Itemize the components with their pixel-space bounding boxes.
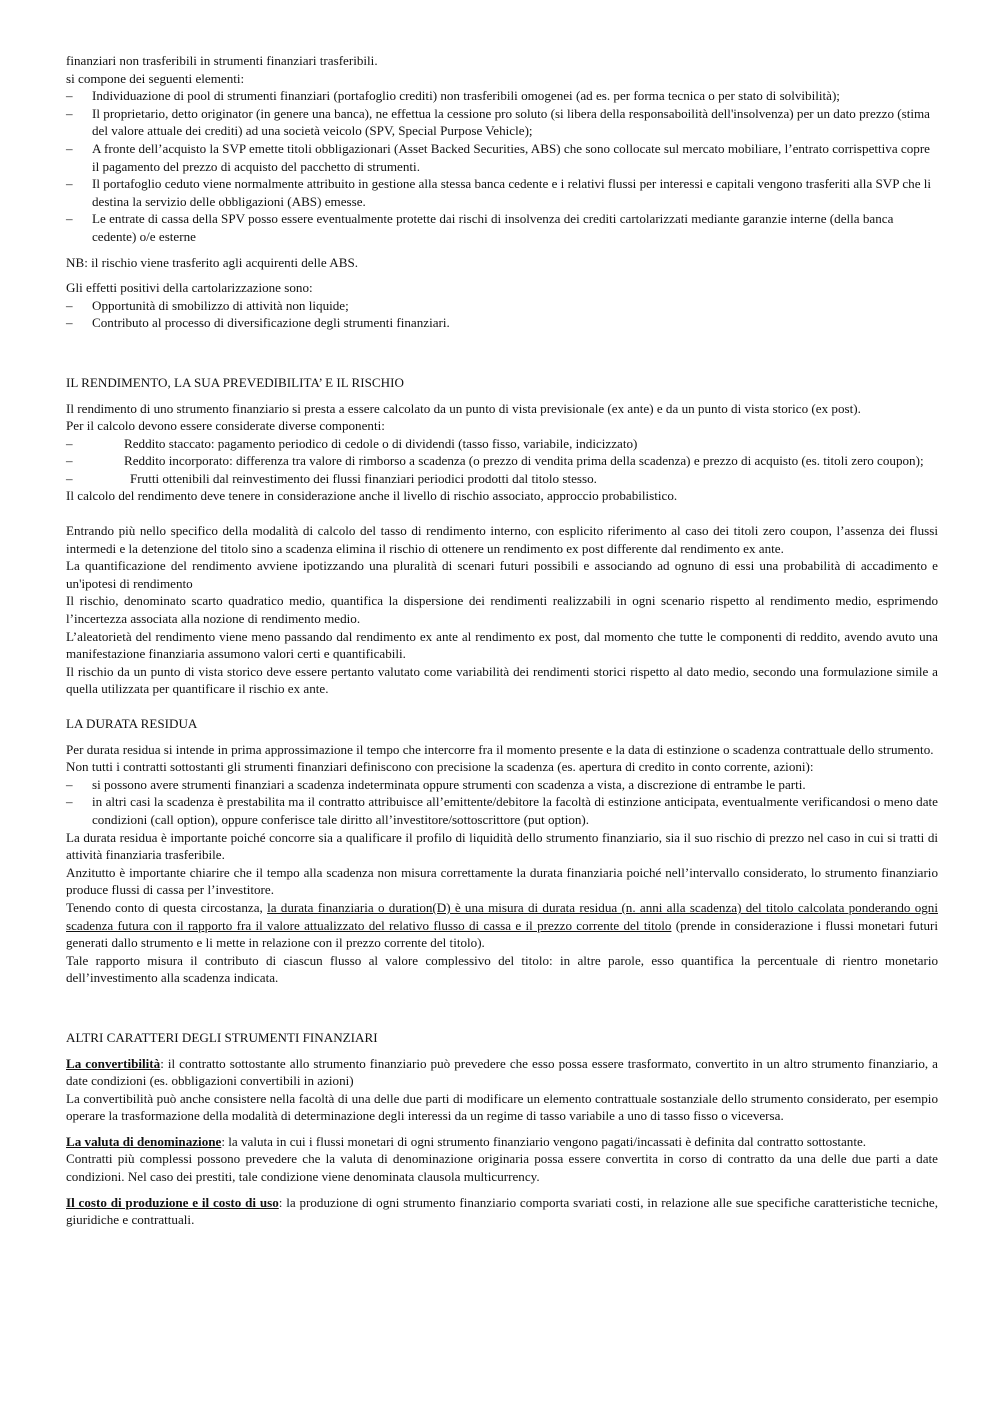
convertibilita-term: La convertibilità [66,1055,161,1071]
list-item-text: Reddito staccato: pagamento periodico di cedole o di dividendi (tasso fisso, variabile, indicizzato) [124,435,638,451]
durata-paragraph: Per durata residua si intende in prima approssimazione il tempo che intercorre fra il momento presente e la data di estinzione o scadenza contrattuale dello strumento. [66,741,934,757]
rendimento-paragraph: Il calcolo del rendimento deve tenere in considerazione anche il livello di rischio associato, approccio probabilistico. [66,488,678,504]
intro-line-2: si compone dei seguenti elementi: [66,70,245,86]
list-item [66,470,938,488]
rendimento-paragraph: Il rendimento di uno strumento finanziario si presta a essere calcolato da un punto di vista previsionale (ex ante) e da un punto di vista storico (ex post). [66,400,861,416]
list-item-text: Il portafoglio ceduto viene normalmente attribuito in gestione alla stessa banca cedente e i relativi flussi per interessi e capitali vengono trasferiti alla SVP che li destina la servizio delle obbligazioni (ABS) emesse. [92,176,932,209]
section-heading-durata: LA DURATA RESIDUA [66,716,198,731]
section-heading-rendimento: IL RENDIMENTO, LA SUA PREVEDIBILITA’ E IL RISCHIO [66,374,404,390]
valuta-term: La valuta di denominazione [66,1133,222,1149]
dash-bullet: – [66,297,73,313]
nb-note: NB: il rischio viene trasferito agli acquirenti delle ABS. [66,254,358,270]
list-item [66,793,938,828]
rendimento-paragraph: La quantificazione del rendimento avviene ipotizzando una pluralità di scenari futuri possibili e associando ad ognuno di essi una probabilità di accadimento e un'ipotesi di rendimento [66,558,938,591]
list-item [66,435,938,453]
rendimento-paragraph: Entrando più nello specifico della modalità di calcolo del tasso di rendimento interno, con esplicito riferimento al caso dei titoli zero coupon, l’assenza dei flussi intermedi e la detenzione del titolo sino a scadenza elimina il rischio di ottenere un rendimento ex post differente dal rendimento ex ante. [66,523,938,556]
costo-text: : la produzione di ogni strumento finanziario comporta svariati costi, in relazione alle sue specifiche caratteristiche tecniche, giuridiche e contrattuali. [66,1194,939,1228]
costo-term: Il costo di produzione e il costo di uso [66,1194,279,1210]
section-heading-altri: ALTRI CARATTERI DEGLI STRUMENTI FINANZIARI [66,1029,378,1045]
list-item [66,140,938,175]
duration-definition-paragraph [66,899,938,952]
rendimento-paragraph: Il rischio da un punto di vista storico deve essere pertanto valutato come variabilità dei rendimenti storici rispetto al dato medio, secondo una formulazione simile a quella utilizzata per quantificare il rischio ex ante. [66,663,938,697]
list-item-text: si possono avere strumenti finanziari a scadenza indeterminata oppure strumenti con scadenza a vista, a discrezione di entrambe le parti. [92,776,806,792]
dash-bullet: – [66,776,73,792]
list-item-text: Reddito incorporato: differenza tra valore di rimborso a scadenza (o prezzo di vendita prima della scadenza) e prezzo di acquisto (es. titoli zero coupon); [124,453,924,469]
dash-bullet: – [66,435,73,451]
durata-paragraph: Tale rapporto misura il contributo di ciascun flusso al valore complessivo del titolo: in altre parole, esso quantifica la percentuale di rientro monetario dell’investimento alla scadenza indicata. [66,952,938,986]
rendimento-paragraph: Per il calcolo devono essere considerate diverse componenti: [66,418,385,434]
list-item [66,87,938,105]
dash-bullet: – [66,211,73,227]
convertibilita-paragraph-2: La convertibilità può anche consistere nella facoltà di una delle due parti di modificare un elemento contrattuale sostanziale dello strumento considerato, per esempio operare la trasformazione della modalità di determinazione degli interessi da un regime di tasso variabile a uno di tasso fisso o viceversa. [66,1090,938,1124]
list-item-text: Il proprietario, detto originator (in genere una banca), ne effettua la cessione pro soluto (si libera della responsaboilità dell'insolvenza) per un dato prezzo (stima del valore attuale dei crediti) ad una società veicolo (SPV, Special Purpose Vehicle); [92,105,930,139]
dash-bullet: – [66,176,73,192]
components-list [66,435,938,488]
dash-bullet: – [66,315,73,331]
list-item [66,297,938,315]
costo-paragraph [66,1194,938,1229]
valuta-text: : la valuta in cui i flussi monetari di ogni strumento finanziario vengono pagati/incassati è definita dal contratto sottostante. [221,1133,867,1149]
durata-list [66,776,938,829]
dash-bullet: – [66,88,73,104]
list-item-text: A fronte dell’acquisto la SVP emette titoli obbligazionari (Asset Backed Securities, ABS) che sono collocate sul mercato mobiliare, l’entrato corrispettiva copre il pagamento del prezzo di acquisto del pacchetto di strumenti. [92,140,930,174]
durata-paragraph: Non tutti i contratti sottostanti gli strumenti finanziari definiscono con precisione la scadenza (es. apertura di credito in conto corrente, azioni): [66,759,814,775]
list-item [66,776,938,794]
list-item-text: in altri casi la scadenza è prestabilita ma il contratto attribuisce all’emittente/debitore la facoltà di estinzione anticipata, eventualmente verificandosi o meno date condizioni (call option), oppure conferisce tale diritto all’investitore/sottoscrittore (put option). [92,794,938,827]
list-item-text: Frutti ottenibili dal reinvestimento dei flussi finanziari periodici prodotti dal titolo stesso. [130,470,597,486]
duration-lead-text: Tenendo conto di questa circostanza, [66,899,268,915]
duration-tail-text: (prende in considerazione i flussi monetari futuri generati dallo strumento e li mette in relazione con il prezzo corrente del titolo). [66,917,938,951]
dash-bullet: – [66,453,73,469]
convertibilita-paragraph [66,1055,938,1090]
rendimento-paragraph: L’aleatorietà del rendimento viene meno passando dal rendimento ex ante al rendimento ex post, dal momento che tutte le componenti di reddito, avendo avuto una manifestazione finanziaria assumono valori certi e quantificabili. [66,628,938,662]
list-item [66,105,938,140]
list-item [66,210,938,245]
list-item [66,314,938,332]
rendimento-paragraph: Il rischio, denominato scarto quadratico medio, quantifica la dispersione dei rendimenti realizzabili in ogni scenario rispetto al rendimento medio, esprimendo l’incertezza associata alla nozione di rendimento medio. [66,593,938,627]
durata-paragraph: La durata residua è importante poiché concorre sia a qualificare il profilo di liquidità dello strumento finanziario, sia il suo rischio di prezzo nel caso in cui si tratti di attività finanziaria trasferibile. [66,829,938,863]
duration-definition: la durata finanziaria o duration(D) è una misura di durata residua (n. anni alla scadenza) del titolo calcolata ponderando ogni scadenza futura con il rapporto fra il valore attualizzato del relativo flusso di cassa e il prezzo corrente del titolo [66,899,938,933]
list-item [66,175,938,210]
valuta-paragraph [66,1133,938,1151]
convertibilita-text: : il contratto sottostante allo strumento finanziario può prevedere che esso possa essere trasformato, convertito in un altro strumento finanziario, a date condizioni (es. obbligazioni convertibili in azioni) [66,1055,938,1089]
intro-line-1: finanziari non trasferibili in strumenti finanziari trasferibili. [66,53,378,68]
dash-bullet: – [66,794,73,810]
list-item-text: Individuazione di pool di strumenti finanziari (portafoglio crediti) non trasferibili omogenei (ad es. per forma tecnica o per stato di solvibilità); [92,88,840,104]
effects-intro: Gli effetti positivi della cartolarizzazione sono: [66,280,313,296]
durata-paragraph: Anzitutto è importante chiarire che il tempo alla scadenza non misura correttamente la durata finanziaria poiché nell’intervallo considerato, lo strumento finanziario produce flussi di cassa per l’investitore. [66,864,938,898]
list-item-text: Contributo al processo di diversificazione degli strumenti finanziari. [92,315,450,331]
effects-list [66,297,938,332]
intro-list [66,87,938,245]
list-item-text: Le entrate di cassa della SPV posso essere eventualmente protette dai rischi di insolvenza dei crediti cartolarizzati mediante garanzie interne (della banca cedente) o/e esterne [92,211,894,244]
valuta-paragraph-2: Contratti più complessi possono prevedere che la valuta di denominazione originaria possa essere convertita in corso di contratto da una delle due parti a date condizioni. Nel caso dei prestiti, tale condizione viene denominata clausola multicurrency. [66,1151,938,1185]
dash-bullet: – [66,105,73,121]
list-item-text: Opportunità di smobilizzo di attività non liquide; [92,297,349,313]
dash-bullet: – [66,140,73,156]
dash-bullet: – [66,470,73,486]
list-item [66,452,938,470]
